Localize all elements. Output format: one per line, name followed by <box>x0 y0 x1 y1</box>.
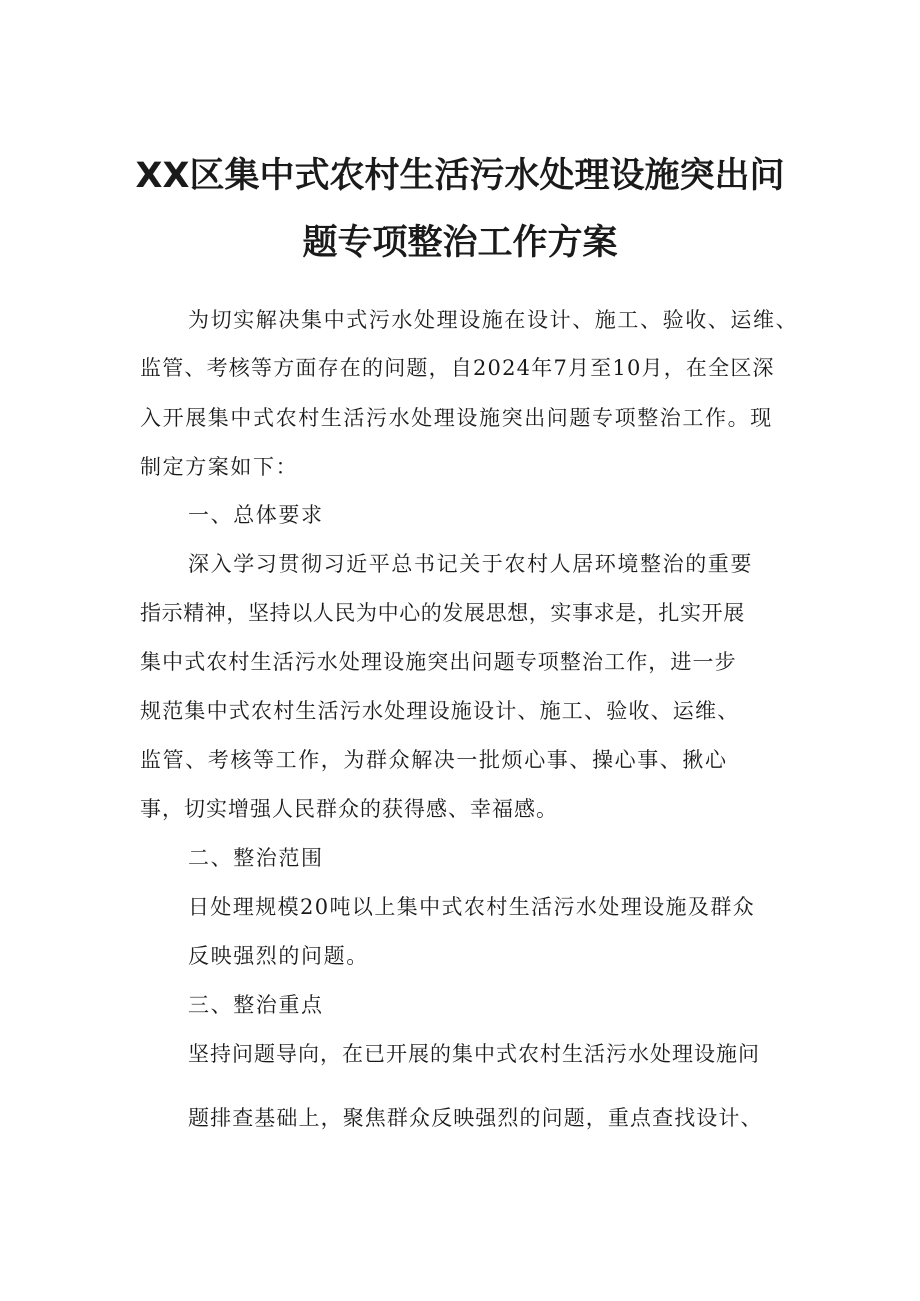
paragraph-general-line-4: 规范集中式农村生活污水处理设施设计、施工、验收、运维、 <box>140 699 740 723</box>
document-title-line-2: 题专项整治工作方案 <box>302 223 618 263</box>
document-title-line-1: XX区集中式农村生活污水处理设施突出问 <box>135 156 785 196</box>
paragraph-focus-line-1: 坚持问题导向，在已开展的集中式农村生活污水处理设施问 <box>188 1042 760 1066</box>
paragraph-intro-line-4: 制定方案如下： <box>140 455 299 479</box>
section-heading-2: 二、整治范围 <box>188 846 324 870</box>
paragraph-general-line-1: 深入学习贯彻习近平总书记关于农村人居环境整治的重要 <box>188 552 753 576</box>
paragraph-general-line-6: 事，切实增强人民群众的获得感、幸福感。 <box>140 797 558 821</box>
paragraph-general-line-3: 集中式农村生活污水处理设施突出问题专项整治工作，进一步 <box>140 650 737 674</box>
paragraph-focus-line-2: 题排查基础上，聚焦群众反映强烈的问题，重点查找设计、 <box>188 1106 763 1130</box>
section-heading-3: 三、整治重点 <box>188 993 324 1017</box>
paragraph-general-line-2: 指示精神，坚持以人民为中心的发展思想，实事求是，扎实开展 <box>140 601 745 625</box>
paragraph-intro-line-1: 为切实解决集中式污水处理设施在设计、施工、验收、运维、 <box>188 308 799 332</box>
paragraph-intro-line-2: 监管、考核等方面存在的问题，自2024年7月至10月，在全区深 <box>140 356 775 380</box>
paragraph-general-line-5: 监管、考核等工作，为群众解决一批烦心事、操心事、揪心 <box>140 748 728 772</box>
section-heading-1: 一、总体要求 <box>188 503 324 527</box>
paragraph-scope-line-2: 反映强烈的问题。 <box>188 944 369 968</box>
paragraph-intro-line-3: 入开展集中式农村生活污水处理设施突出问题专项整治工作。现 <box>140 406 773 430</box>
paragraph-scope-line-1: 日处理规模20吨以上集中式农村生活污水处理设施及群众 <box>188 895 756 919</box>
